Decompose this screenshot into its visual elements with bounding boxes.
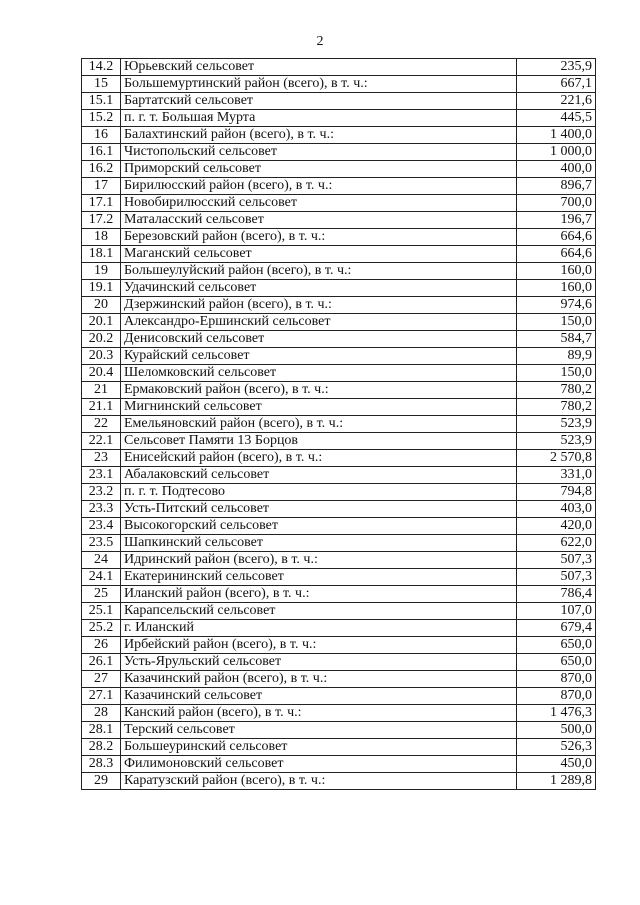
row-value-cell: 780,2 [517, 399, 596, 416]
table-row [82, 331, 596, 348]
table-row [82, 705, 596, 722]
row-number-cell: 19.1 [82, 280, 121, 297]
row-name-cell: Приморский сельсовет [121, 161, 517, 178]
row-name-cell: Большеулуйский район (всего), в т. ч.: [121, 263, 517, 280]
row-name-cell: Ермаковский район (всего), в т. ч.: [121, 382, 517, 399]
row-value-cell: 450,0 [517, 756, 596, 773]
table-row [82, 399, 596, 416]
row-value-cell: 679,4 [517, 620, 596, 637]
row-name-cell: Александро-Ершинский сельсовет [121, 314, 517, 331]
row-value-cell: 150,0 [517, 365, 596, 382]
row-value-cell: 1 476,3 [517, 705, 596, 722]
row-value-cell: 786,4 [517, 586, 596, 603]
row-name-cell: Каратузский район (всего), в т. ч.: [121, 773, 517, 790]
row-number-cell: 23.4 [82, 518, 121, 535]
row-number-cell: 15 [82, 76, 121, 93]
row-value-cell: 500,0 [517, 722, 596, 739]
row-name-cell: Сельсовет Памяти 13 Борцов [121, 433, 517, 450]
row-value-cell: 974,6 [517, 297, 596, 314]
row-name-cell: Карапсельский сельсовет [121, 603, 517, 620]
row-name-cell: Терский сельсовет [121, 722, 517, 739]
row-value-cell: 700,0 [517, 195, 596, 212]
row-name-cell: Маганский сельсовет [121, 246, 517, 263]
table-row [82, 246, 596, 263]
row-value-cell: 664,6 [517, 246, 596, 263]
row-number-cell: 18 [82, 229, 121, 246]
row-number-cell: 21 [82, 382, 121, 399]
row-number-cell: 26 [82, 637, 121, 654]
row-number-cell: 17 [82, 178, 121, 195]
row-name-cell: Чистопольский сельсовет [121, 144, 517, 161]
row-number-cell: 29 [82, 773, 121, 790]
row-name-cell: Шапкинский сельсовет [121, 535, 517, 552]
table-row [82, 229, 596, 246]
row-name-cell: Балахтинский район (всего), в т. ч.: [121, 127, 517, 144]
table-row [82, 280, 596, 297]
row-value-cell: 160,0 [517, 263, 596, 280]
row-number-cell: 16.1 [82, 144, 121, 161]
row-name-cell: Казачинский сельсовет [121, 688, 517, 705]
row-number-cell: 20.4 [82, 365, 121, 382]
row-value-cell: 331,0 [517, 467, 596, 484]
row-value-cell: 400,0 [517, 161, 596, 178]
table-row [82, 365, 596, 382]
row-number-cell: 20.2 [82, 331, 121, 348]
row-number-cell: 21.1 [82, 399, 121, 416]
row-number-cell: 15.1 [82, 93, 121, 110]
table-row [82, 552, 596, 569]
row-number-cell: 22.1 [82, 433, 121, 450]
table-row [82, 518, 596, 535]
row-value-cell: 235,9 [517, 59, 596, 76]
row-number-cell: 17.2 [82, 212, 121, 229]
row-number-cell: 23.1 [82, 467, 121, 484]
row-number-cell: 14.2 [82, 59, 121, 76]
row-name-cell: г. Иланский [121, 620, 517, 637]
row-value-cell: 89,9 [517, 348, 596, 365]
row-name-cell: Новобирилюсский сельсовет [121, 195, 517, 212]
row-value-cell: 507,3 [517, 552, 596, 569]
table-row [82, 654, 596, 671]
table-row [82, 93, 596, 110]
row-number-cell: 23.3 [82, 501, 121, 518]
row-number-cell: 23.5 [82, 535, 121, 552]
row-number-cell: 24 [82, 552, 121, 569]
row-name-cell: Большеуринский сельсовет [121, 739, 517, 756]
row-number-cell: 17.1 [82, 195, 121, 212]
table-row [82, 127, 596, 144]
row-value-cell: 523,9 [517, 416, 596, 433]
row-value-cell: 507,3 [517, 569, 596, 586]
row-value-cell: 870,0 [517, 688, 596, 705]
row-name-cell: Бирилюсский район (всего), в т. ч.: [121, 178, 517, 195]
table-row [82, 484, 596, 501]
row-number-cell: 28.1 [82, 722, 121, 739]
row-number-cell: 24.1 [82, 569, 121, 586]
row-number-cell: 16 [82, 127, 121, 144]
row-number-cell: 22 [82, 416, 121, 433]
row-number-cell: 20.3 [82, 348, 121, 365]
row-name-cell: Екатерининский сельсовет [121, 569, 517, 586]
row-name-cell: Маталасский сельсовет [121, 212, 517, 229]
table-row [82, 433, 596, 450]
row-name-cell: Усть-Питский сельсовет [121, 501, 517, 518]
table-row [82, 671, 596, 688]
row-name-cell: Шеломковский сельсовет [121, 365, 517, 382]
page-number: 2 [316, 34, 324, 49]
row-value-cell: 667,1 [517, 76, 596, 93]
row-number-cell: 28.3 [82, 756, 121, 773]
row-value-cell: 420,0 [517, 518, 596, 535]
table-row [82, 637, 596, 654]
row-value-cell: 622,0 [517, 535, 596, 552]
table-row [82, 756, 596, 773]
table-row [82, 569, 596, 586]
row-name-cell: Енисейский район (всего), в т. ч.: [121, 450, 517, 467]
row-value-cell: 650,0 [517, 654, 596, 671]
table-row [82, 348, 596, 365]
table-row [82, 212, 596, 229]
row-value-cell: 196,7 [517, 212, 596, 229]
row-number-cell: 27 [82, 671, 121, 688]
row-number-cell: 25 [82, 586, 121, 603]
row-value-cell: 584,7 [517, 331, 596, 348]
row-number-cell: 25.1 [82, 603, 121, 620]
table-row [82, 450, 596, 467]
table-row [82, 59, 596, 76]
row-value-cell: 221,6 [517, 93, 596, 110]
table-row [82, 603, 596, 620]
row-value-cell: 1 000,0 [517, 144, 596, 161]
table-row [82, 739, 596, 756]
row-number-cell: 23.2 [82, 484, 121, 501]
row-value-cell: 445,5 [517, 110, 596, 127]
row-name-cell: п. г. т. Подтесово [121, 484, 517, 501]
row-value-cell: 1 289,8 [517, 773, 596, 790]
table-row [82, 195, 596, 212]
row-number-cell: 25.2 [82, 620, 121, 637]
row-value-cell: 870,0 [517, 671, 596, 688]
row-name-cell: Канский район (всего), в т. ч.: [121, 705, 517, 722]
row-name-cell: Емельяновский район (всего), в т. ч.: [121, 416, 517, 433]
row-name-cell: Бартатский сельсовет [121, 93, 517, 110]
table-row [82, 144, 596, 161]
row-name-cell: Денисовский сельсовет [121, 331, 517, 348]
table-row [82, 110, 596, 127]
table-row [82, 688, 596, 705]
row-value-cell: 107,0 [517, 603, 596, 620]
table-row [82, 773, 596, 790]
table-row [82, 76, 596, 93]
row-name-cell: Абалаковский сельсовет [121, 467, 517, 484]
row-value-cell: 150,0 [517, 314, 596, 331]
row-value-cell: 650,0 [517, 637, 596, 654]
row-value-cell: 1 400,0 [517, 127, 596, 144]
row-value-cell: 896,7 [517, 178, 596, 195]
row-number-cell: 20.1 [82, 314, 121, 331]
row-value-cell: 403,0 [517, 501, 596, 518]
row-name-cell: Березовский район (всего), в т. ч.: [121, 229, 517, 246]
row-name-cell: Идринский район (всего), в т. ч.: [121, 552, 517, 569]
row-value-cell: 780,2 [517, 382, 596, 399]
table-row [82, 620, 596, 637]
row-name-cell: Дзержинский район (всего), в т. ч.: [121, 297, 517, 314]
row-value-cell: 160,0 [517, 280, 596, 297]
row-value-cell: 794,8 [517, 484, 596, 501]
row-name-cell: Ирбейский район (всего), в т. ч.: [121, 637, 517, 654]
row-number-cell: 26.1 [82, 654, 121, 671]
table-row [82, 263, 596, 280]
table-row [82, 416, 596, 433]
table-row [82, 586, 596, 603]
row-name-cell: Большемуртинский район (всего), в т. ч.: [121, 76, 517, 93]
table-row [82, 161, 596, 178]
table-row [82, 467, 596, 484]
row-value-cell: 523,9 [517, 433, 596, 450]
row-name-cell: Курайский сельсовет [121, 348, 517, 365]
row-name-cell: Казачинский район (всего), в т. ч.: [121, 671, 517, 688]
table-row [82, 501, 596, 518]
row-number-cell: 20 [82, 297, 121, 314]
row-name-cell: Иланский район (всего), в т. ч.: [121, 586, 517, 603]
table-row [82, 314, 596, 331]
row-number-cell: 23 [82, 450, 121, 467]
table-row [82, 178, 596, 195]
row-name-cell: Филимоновский сельсовет [121, 756, 517, 773]
row-value-cell: 2 570,8 [517, 450, 596, 467]
row-number-cell: 28.2 [82, 739, 121, 756]
row-value-cell: 526,3 [517, 739, 596, 756]
row-name-cell: п. г. т. Большая Мурта [121, 110, 517, 127]
row-name-cell: Высокогорский сельсовет [121, 518, 517, 535]
row-number-cell: 19 [82, 263, 121, 280]
row-number-cell: 16.2 [82, 161, 121, 178]
row-value-cell: 664,6 [517, 229, 596, 246]
row-name-cell: Мигнинский сельсовет [121, 399, 517, 416]
row-number-cell: 28 [82, 705, 121, 722]
table-body [82, 59, 596, 790]
row-name-cell: Усть-Ярульский сельсовет [121, 654, 517, 671]
table-row [82, 382, 596, 399]
row-name-cell: Удачинский сельсовет [121, 280, 517, 297]
data-table [81, 58, 596, 790]
row-number-cell: 15.2 [82, 110, 121, 127]
table-row [82, 535, 596, 552]
table-row [82, 722, 596, 739]
table-row [82, 297, 596, 314]
row-name-cell: Юрьевский сельсовет [121, 59, 517, 76]
row-number-cell: 18.1 [82, 246, 121, 263]
row-number-cell: 27.1 [82, 688, 121, 705]
